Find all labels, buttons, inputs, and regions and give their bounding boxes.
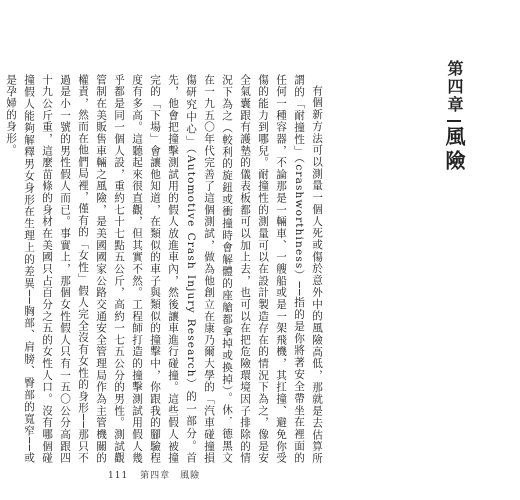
chapter-divider xyxy=(447,120,461,122)
chapter-title: 風險 xyxy=(442,126,466,174)
chapter-heading xyxy=(444,60,464,174)
page-number: 111 xyxy=(108,471,129,481)
body-paragraph: 有個新方法可以測量一個人死或傷於意外中的風險高低，那就是去估算所謂的「耐撞性」（crashworthiness）──指的是你將著安全帶坐在裡面的任何一種容器，不論那是一輛車、一艘船或是一架飛機，其扛撞、避免你受傷的能力到哪兒。耐撞性的測量可以在設計製造存在的情況下為之，像是安全氣囊跟有護墊的儀表板都可以加上去，也可以在把危險環境因子排除的情況下為之（較利的旋鈕或衝撞時會解體的座艙都拿掉或換掉）。休．德黑文在一九五〇年代完善了這個測試，做為他創立在康乃爾大學的「汽車碰撞損傷研究中心」（Automotive Crash Injury Research）的一部分。首先，他會把撞擊測試用的假人放進車內，然後讓車進行碰撞。這些假人被撞完的「下場」會讓他知道，在類似的車子與類似的撞擊中，你跟我的腳驗程度有多高。這聽起來很直觀，但其實不然。工程師打造的撞擊測試用假人幾乎都是同一個人設，重約七十七點五公斤，高約一七五公分的男性。測試觀管制在美販售車輛之風險，是美國國家公路交通安全管理局作為主管機關的權責，然而在他們局裡，僅有的「女性」假人完全沒有女性的身形──那只不過是小一號的男性假人而已。事實上，那個女性假人只有一五〇公分高跟四十九公斤重，這麼苗條的身材在美國只占百分之五的女性人口。沒有哪個碰撞假人能夠解釋男女身形在生理上的差異──胸部、肩膀、臀部的寬窄──或是孕婦的身形。 xyxy=(5,74,323,464)
body-text xyxy=(5,74,326,464)
page-footer xyxy=(108,468,208,481)
running-header: 第四章 風險 xyxy=(140,471,201,481)
chapter-label: 第四章 xyxy=(445,60,464,114)
